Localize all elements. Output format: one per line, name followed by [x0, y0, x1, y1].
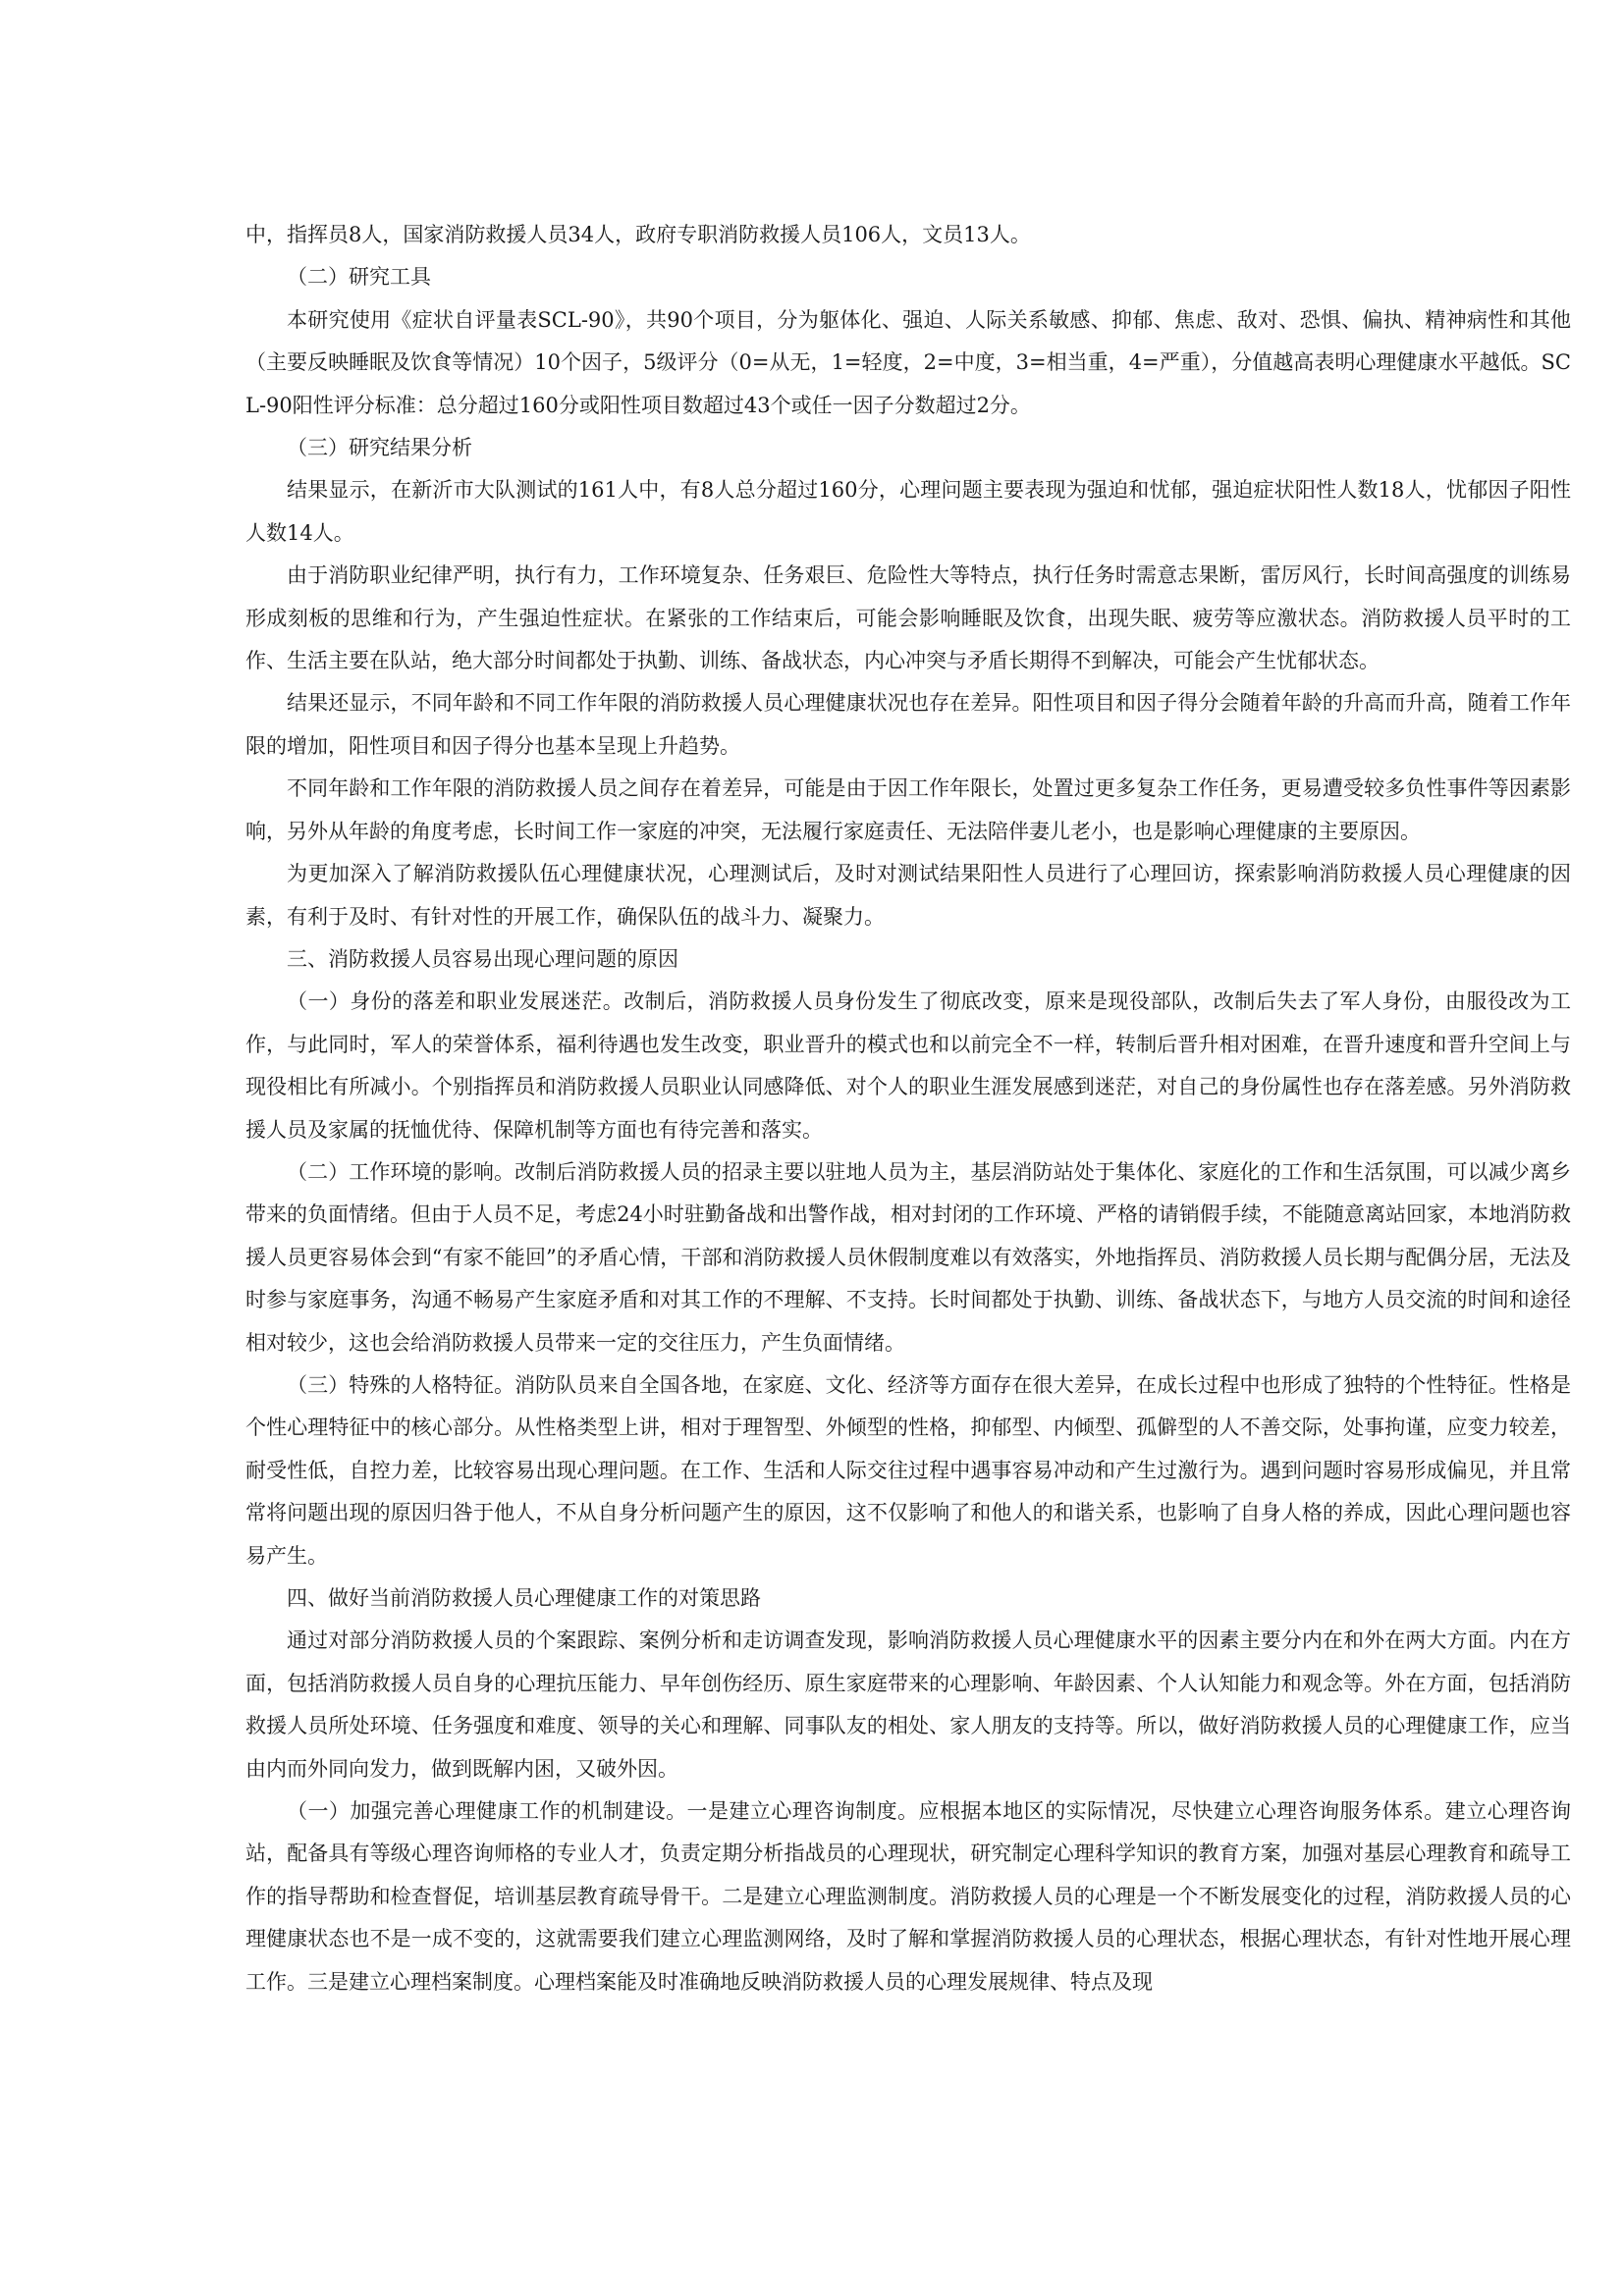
paragraph-mechanism-building: （一）加强完善心理健康工作的机制建设。一是建立心理咨询制度。应根据本地区的实际情况，尽快建立心理咨询服务体系。建立心理咨询站，配备具有等级心理咨询师格的专业人才，负责定期分析指战员的心理现状，研究制定心理科学知识的教育方案，加强对基层心理教育和疏导工作的指导帮助和检查督促，培训基层教育疏导骨干。二是建立心理监测制度。消防救援人员的心理是一个不断发展变化的过程，消防救援人员的心理健康状态也不是一成不变的，这就需要我们建立心理监测网络，及时了解和掌握消防救援人员的心理状态，根据心理状态，有针对性地开展心理工作。三是建立心理档案制度。心理档案能及时准确地反映消防救援人员的心理发展规律、特点及现: [245, 1799, 1571, 1994]
paragraph-results: 结果显示，在新沂市大队测试的161人中，有8人总分超过160分，心理问题主要表现为强迫和忧郁，强迫症状阳性人数18人，忧郁因子阳性人数14人。: [245, 478, 1571, 545]
section-heading-research-tools: （二）研究工具: [287, 265, 431, 290]
paragraph-age-differences: 结果还显示，不同年龄和不同工作年限的消防救援人员心理健康状况也存在差异。阳性项目和因子得分会随着年龄的升高而升高，随着工作年限的增加，阳性项目和因子得分也基本呈现上升趋势。: [245, 691, 1571, 758]
section-heading-causes: 三、消防救援人员容易出现心理问题的原因: [287, 946, 678, 971]
paragraph-work-environment: （二）工作环境的影响。改制后消防救援人员的招录主要以驻地人员为主，基层消防站处于集体化、家庭化的工作和生活氛围，可以减少离乡带来的负面情绪。但由于人员不足，考虑24小时驻勤备战和出警作战，相对封闭的工作环境、严格的请销假手续，不能随意离站回家，本地消防救援人员更容易体会到“有家不能回”的矛盾心情，干部和消防救援人员休假制度难以有效落实，外地指挥员、消防救援人员长期与配偶分居，无法及时参与家庭事务，沟通不畅易产生家庭矛盾和对其工作的不理解、不支持。长时间都处于执勤、训练、备战状态下，与地方人员交流的时间和途径相对较少，这也会给消防救援人员带来一定的交往压力，产生负面情绪。: [245, 1159, 1571, 1355]
paragraph-continued: 中，指挥员8人，国家消防救援人员34人，政府专职消防救援人员106人，文员13人。: [245, 223, 1031, 246]
paragraph-identity-gap: （一）身份的落差和职业发展迷茫。改制后，消防救援人员身份发生了彻底改变，原来是现役部队，改制后失去了军人身份，由服役改为工作，与此同时，军人的荣誉体系，福利待遇也发生改变，职业晋升的模式也和以前完全不一样，转制后晋升相对困难，在晋升速度和晋升空间上与现役相比有所减小。个别指挥员和消防救援人员职业认同感降低、对个人的职业生涯发展感到迷茫，对自己的身份属性也存在落差感。另外消防救援人员及家属的抚恤优待、保障机制等方面也有待完善和落实。: [245, 989, 1571, 1142]
paragraph-internal-external: 通过对部分消防救援人员的个案跟踪、案例分析和走访调查发现，影响消防救援人员心理健康水平的因素主要分内在和外在两大方面。内在方面，包括消防救援人员自身的心理抗压能力、早年创伤经历、原生家庭带来的心理影响、年龄因素、个人认知能力和观念等。外在方面，包括消防救援人员所处环境、任务强度和难度、领导的关心和理解、同事队友的相处、家人朋友的支持等。所以，做好消防救援人员的心理健康工作，应当由内而外同向发力，做到既解内困，又破外因。: [245, 1629, 1571, 1781]
section-heading-strategies: 四、做好当前消防救援人员心理健康工作的对策思路: [287, 1586, 761, 1610]
paragraph-age-reasons: 不同年龄和工作年限的消防救援人员之间存在着差异，可能是由于因工作年限长，处置过更多复杂工作任务，更易遭受较多负性事件等因素影响，另外从年龄的角度考虑，长时间工作一家庭的冲突，无法履行家庭责任、无法陪伴妻儿老小，也是影响心理健康的主要原因。: [245, 776, 1571, 843]
paragraph-occupation-factors: 由于消防职业纪律严明，执行有力，工作环境复杂、任务艰巨、危险性大等特点，执行任务时需意志果断，雷厉风行，长时间高强度的训练易形成刻板的思维和行为，产生强迫性症状。在紧张的工作结束后，可能会影响睡眠及饮食，出现失眠、疲劳等应激状态。消防救援人员平时的工作、生活主要在队站，绝大部分时间都处于执勤、训练、备战状态，内心冲突与矛盾长期得不到解决，可能会产生忧郁状态。: [245, 563, 1571, 673]
document-body: [245, 214, 1571, 2003]
paragraph-personality: （三）特殊的人格特征。消防队员来自全国各地，在家庭、文化、经济等方面存在很大差异，在成长过程中也形成了独特的个性特征。性格是个性心理特征中的核心部分。从性格类型上讲，相对于理智型、外倾型的性格，抑郁型、内倾型、孤僻型的人不善交际，处事拘谨，应变力较差，耐受性低，自控力差，比较容易出现心理问题。在工作、生活和人际交往过程中遇事容易冲动和产生过激行为。遇到问题时容易形成偏见，并且常常将问题出现的原因归咎于他人，不从自身分析问题产生的原因，这不仅影响了和他人的和谐关系，也影响了自身人格的养成，因此心理问题也容易产生。: [245, 1372, 1571, 1568]
paragraph-follow-up: 为更加深入了解消防救援队伍心理健康状况，心理测试后，及时对测试结果阳性人员进行了心理回访，探索影响消防救援人员心理健康的因素，有利于及时、有针对性的开展工作，确保队伍的战斗力、凝聚力。: [245, 862, 1571, 929]
paragraph-scl90-description: 本研究使用《症状自评量表SCL-90》，共90个项目，分为躯体化、强迫、人际关系敏感、抑郁、焦虑、敌对、恐惧、偏执、精神病性和其他（主要反映睡眠及饮食等情况）10个因子，5级评分（0=从无，1=轻度，2=中度，3=相当重，4=严重），分值越高表明心理健康水平越低。SCL-90阳性评分标准：总分超过160分或阳性项目数超过43个或任一因子分数超过2分。: [245, 307, 1571, 417]
section-heading-results-analysis: （三）研究结果分析: [287, 436, 472, 460]
